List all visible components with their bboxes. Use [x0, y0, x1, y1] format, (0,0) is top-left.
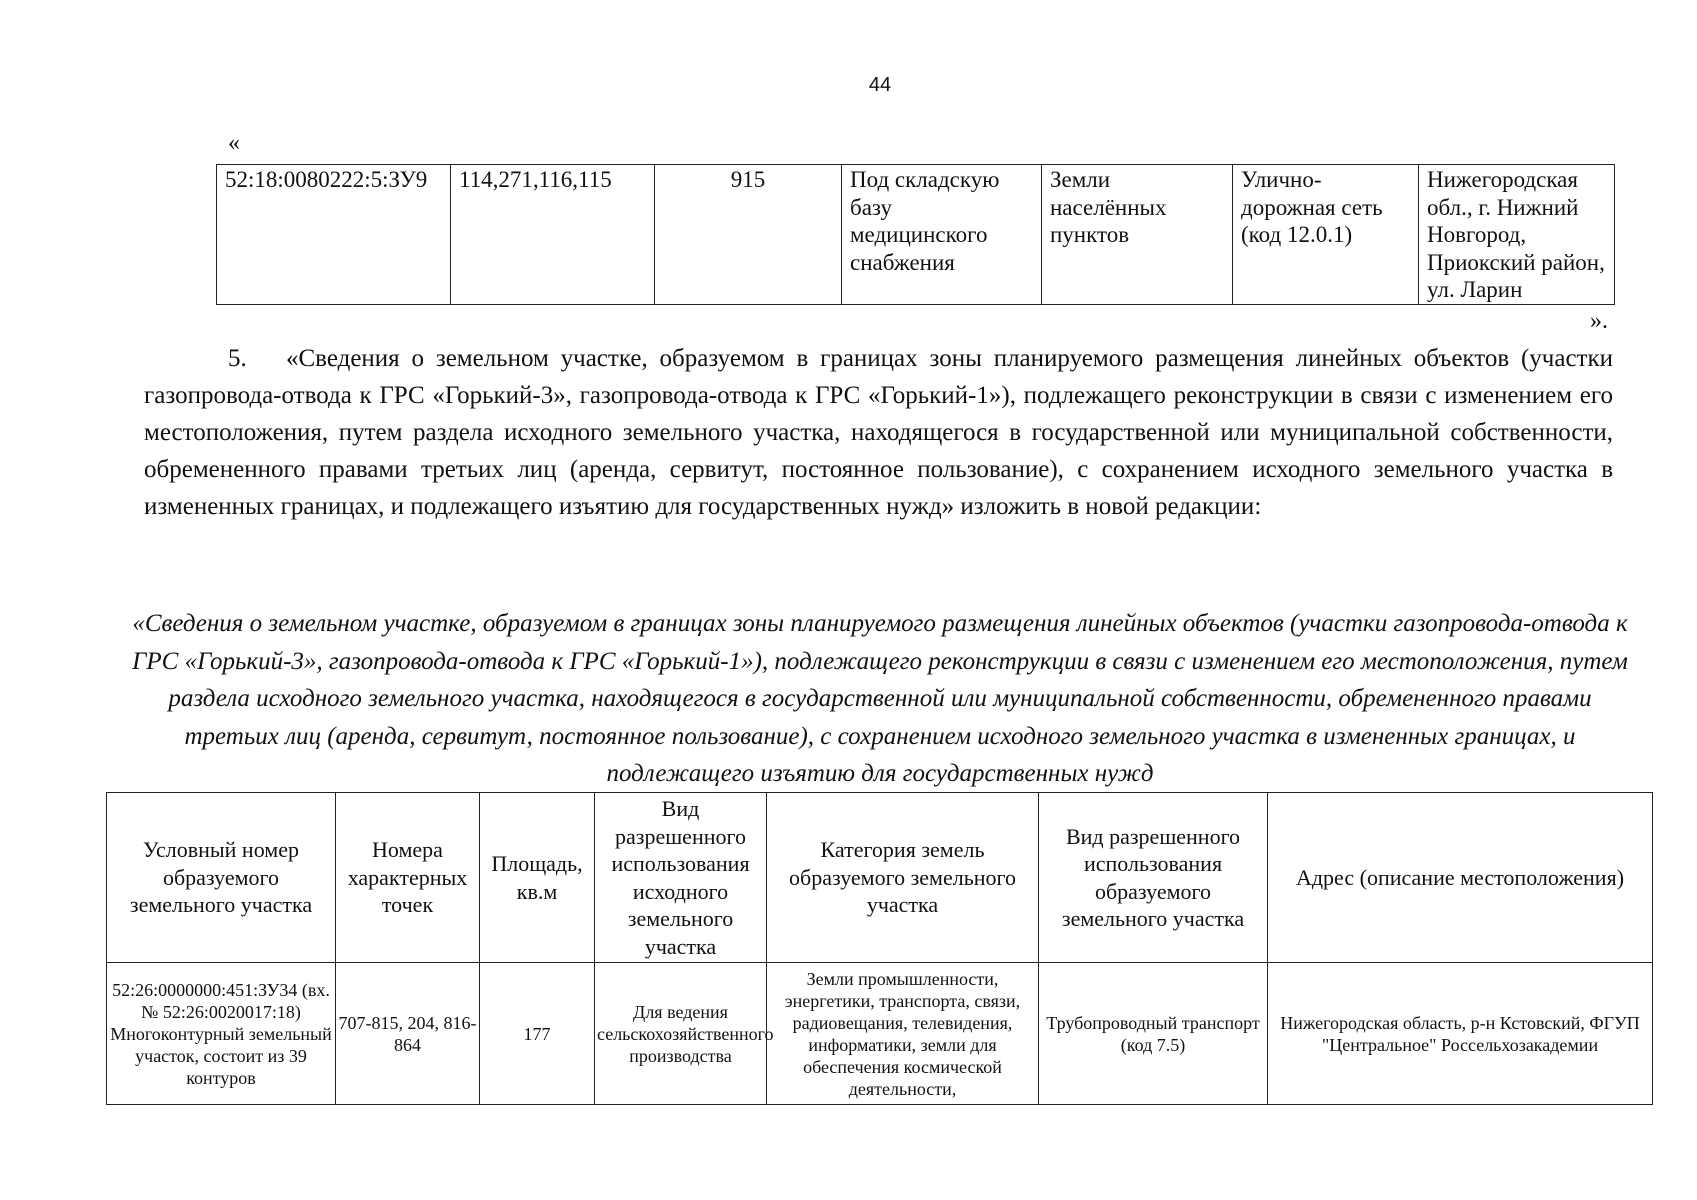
closing-quote-mark: ».: [1590, 308, 1608, 334]
points-cell: 114,271,116,115: [451, 165, 655, 305]
table-row: [107, 963, 1653, 1105]
table-caption: «Сведения о земельном участке, образуемом в границах зоны планируемого размещения линейных объектов (участки газопровода-отвода к ГРС «Горький-3», газопровода-отвода к ГРС «Горький-1»), подлежащего реконструкции в связи с изменением его местоположения, путем раздела исходного земельного участка, находящегося в государственной или муниципальной собственности, обремененного правами третьих лиц (аренда, сервитут, постоянное пользование), с сохранением исходного земельного участка в измененных границах, и подлежащего изъятию для государственных нужд: [132, 610, 1628, 787]
header-land-category: Категория земель образуемого земельного участка: [767, 793, 1039, 963]
address-cell: Нижегородская область, р-н Кстовский, ФГУП "Центральное" Россельхозакадемии: [1268, 963, 1653, 1105]
continuation-table: [216, 164, 1615, 305]
header-area: Площадь, кв.м: [480, 793, 595, 963]
numbered-paragraph: [144, 340, 1613, 525]
header-parcel-number: Условный номер образуемого земельного участка: [107, 793, 336, 963]
points-cell: 707-815, 204, 816-864: [336, 963, 480, 1105]
header-permitted-use: Вид разрешенного использования образуемого земельного участка: [1039, 793, 1268, 963]
original-use-cell: Под складскую базу медицинского снабжения: [842, 165, 1042, 305]
area-cell: 915: [655, 165, 842, 305]
parcel-number-cell: 52:18:0080222:5:ЗУ9: [217, 165, 451, 305]
land-category-cell: Земли населённых пунктов: [1042, 165, 1233, 305]
permitted-use-cell: Трубопроводный транспорт (код 7.5): [1039, 963, 1268, 1105]
header-address: Адрес (описание местоположения): [1268, 793, 1653, 963]
header-original-use: Вид разрешенного использования исходного земельного участка: [595, 793, 767, 963]
header-points: Номера характерных точек: [336, 793, 480, 963]
area-cell: 177: [480, 963, 595, 1105]
paragraph-number: 5.: [228, 345, 247, 372]
paragraph-text: «Сведения о земельном участке, образуемом в границах зоны планируемого размещения линейных объектов (участки газопровода-отвода к ГРС «Горький-3», газопровода-отвода к ГРС «Горький-1»), подлежащего реконструкции в связи с изменением его местоположения, путем раздела исходного земельного участка, находящегося в государственной или муниципальной собственности, обремененного правами третьих лиц (аренда, сервитут, постоянное пользование), с сохранением исходного земельного участка в измененных границах, и подлежащего изъятию для государственных нужд» изложить в новой редакции:: [144, 345, 1613, 520]
land-category-cell: Земли промышленности, энергетики, транспорта, связи, радиовещания, телевидения, информатики, земли для обеспечения космической деятельности,: [767, 963, 1039, 1105]
address-cell: Нижегородская обл., г. Нижний Новгород, Приокский район, ул. Ларин: [1419, 165, 1615, 305]
table-row: [217, 165, 1615, 305]
permitted-use-cell: Улично-дорожная сеть (код 12.0.1): [1233, 165, 1419, 305]
parcel-number-cell: 52:26:0000000:451:ЗУ34 (вх.№ 52:26:0020017:18) Многоконтурный земельный участок, состоит из 39 контуров: [107, 963, 336, 1105]
parcel-table: [106, 792, 1653, 1105]
page-number: 44: [868, 74, 892, 96]
original-use-cell: Для ведения сельскохозяйственного производства: [595, 963, 767, 1105]
table-header-row: [107, 793, 1653, 963]
opening-quote-mark: «: [228, 130, 240, 156]
